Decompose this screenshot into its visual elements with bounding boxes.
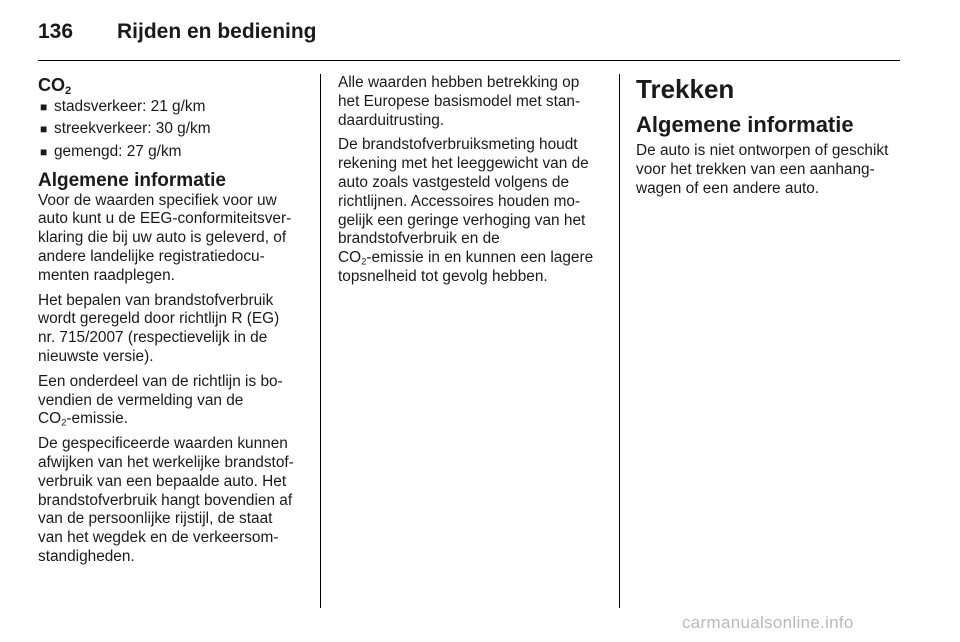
paragraph-text: Een onderdeel van de richtlijn is bo- vendien de vermelding van de xyxy=(38,372,283,409)
paragraph xyxy=(338,136,608,286)
watermark: carmanualsonline.info xyxy=(682,613,854,632)
paragraph-text-end: -emissie in en kunnen een lagere topsnelheid tot gevolg hebben. xyxy=(338,249,594,285)
co2-subscript: 2 xyxy=(361,256,367,268)
section-heading: Algemene informatie xyxy=(38,169,226,191)
paragraph-text-end: -emissie. xyxy=(66,410,128,428)
co2-text: CO xyxy=(338,249,362,267)
paragraph: Voor de waarden specifiek voor uw auto kunt u de EEG-conformiteitsver- klaring die bij uw auto is geleverd, of andere landelijke registratiedocu- menten raadplegen. xyxy=(38,191,292,284)
list-item-text: gemengd: 27 g/km xyxy=(54,142,182,160)
paragraph: De auto is niet ontworpen of geschikt voor het trekken van een aanhang- wagen of een andere auto. xyxy=(636,142,889,197)
list-item xyxy=(38,120,306,139)
list-item xyxy=(38,98,306,117)
column-3 xyxy=(636,74,906,204)
header-rule xyxy=(38,60,900,61)
co2-heading-base: CO xyxy=(38,75,65,95)
list-item xyxy=(38,143,306,162)
page-number: 136 xyxy=(38,20,74,43)
section-heading: Algemene informatie xyxy=(636,112,854,137)
paragraph-text: De brandstofverbruiksmeting houdt rekening met het leeggewicht van de auto zoals vastgesteld volgens de richtlijnen. Accessoires houden mo- gelijk een geringe verhoging van het brandstofverbruik en de xyxy=(338,136,589,248)
list-item-text: streekverkeer: 30 g/km xyxy=(54,120,211,138)
co2-heading-subscript: 2 xyxy=(65,84,72,97)
co2-text: CO xyxy=(38,410,62,428)
column-2 xyxy=(338,74,608,293)
chapter-heading: Trekken xyxy=(636,74,735,104)
paragraph: Het bepalen van brandstofverbruik wordt geregeld door richtlijn R (EG) nr. 715/2007 (respectievelijk in de nieuwste versie). xyxy=(38,291,280,365)
running-head: Rijden en bediening xyxy=(117,20,317,43)
bullet-icon: ■ xyxy=(40,122,48,137)
co2-heading xyxy=(38,74,306,96)
paragraph: De gespecificeerde waarden kunnen afwijken van het werkelijke brandstof- verbruik van een bepaalde auto. Het brandstofverbruik hangt bovendien af van de persoonlijke rijstijl, de staat van het wegdek en de verkeersom- standigheden. xyxy=(38,435,294,565)
paragraph xyxy=(38,373,306,429)
emissions-list xyxy=(38,98,306,162)
column-1 xyxy=(38,74,306,573)
column-divider-1 xyxy=(320,74,321,608)
column-divider-2 xyxy=(619,74,620,608)
list-item-text: stadsverkeer: 21 g/km xyxy=(54,98,206,115)
paragraph: Alle waarden hebben betrekking op het Europese basismodel met stan- daarduitrusting. xyxy=(338,74,581,129)
bullet-icon: ■ xyxy=(40,144,48,159)
bullet-icon: ■ xyxy=(40,100,48,114)
co2-subscript: 2 xyxy=(61,417,67,429)
